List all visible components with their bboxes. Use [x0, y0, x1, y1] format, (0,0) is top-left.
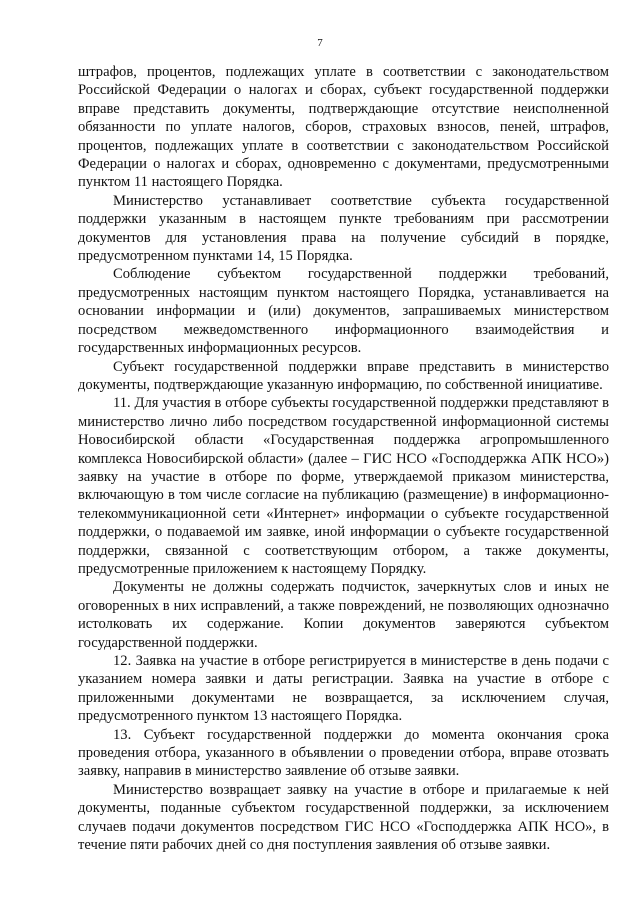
paragraph-own-initiative: Субъект государственной поддержки вправе представить в министерство документы, подтверждающие указанную информацию, по собственной инициативе.	[78, 358, 609, 393]
paragraph-ministry-verification: Министерство устанавливает соответствие субъекта государственной поддержки указанным в настоящем пункте требованиям при рассмотрении документов для установления права на получение субсидий в порядке, предусмотренном пунктами 14, 15 Порядка.	[78, 192, 609, 265]
paragraph-document-requirements: Документы не должны содержать подчисток, зачеркнутых слов и иных не оговоренных в них исправлений, а также повреждений, не позволяющих однозначно истолковать их содержание. Копии документов заверяются субъектом государственной поддержки.	[78, 579, 609, 651]
paragraph-clause-13: 13. Субъект государственной поддержки до момента окончания срока проведения отбора, указанного в объявлении о проведении отбора, вправе отозвать заявку, направив в министерство заявление об отзыве заявки.	[78, 726, 609, 780]
paragraph-clause-12: 12. Заявка на участие в отборе регистрируется в министерстве в день подачи с указанием номера заявки и даты регистрации. Заявка на участие в отборе с приложенными документами не возвращается, за исключением случая, предусмотренного пунктом 13 настоящего Порядка.	[78, 653, 609, 725]
paragraph-application-return: Министерство возвращает заявку на участие в отборе и прилагаемые к ней документы, поданные субъектом государственной поддержки, за исключением случаев подачи документов посредством ГИС НСО «Господдержка АПК НСО», в течение пяти рабочих дней со дня поступления заявления об отзыве заявки.	[78, 781, 609, 854]
paragraph-penalties-continuation: штрафов, процентов, подлежащих уплате в соответствии с законодательством Российской Федерации о налогах и сборах, субъект государственной поддержки вправе представить документы, подтверждающие отсутствие неисполненной обязанности по уплате налогов, сборов, страховых взносов, пеней, штрафов, процентов, подлежащих уплате в соответствии с законодательством Российской Федерации о налогах и сборах, одновременно с документами, предусмотренными пунктом 11 настоящего Порядка.	[78, 64, 609, 191]
page-number: 7	[317, 37, 323, 49]
document-body	[78, 63, 609, 854]
paragraph-clause-11: 11. Для участия в отборе субъекты государственной поддержки представляют в министерство лично либо посредством государственной информационной системы Новосибирской области «Государственная поддержка агропромышленного комплекса Новосибирской области» (далее – ГИС НСО «Господдержка АПК НСО») заявку на участие в отборе по форме, утверждаемой приказом министерства, включающую в том числе согласие на публикацию (размещение) в информационно-телекоммуникационной сети «Интернет» информации о субъекте государственной поддержки, о подаваемой им заявке, иной информации о субъекте государственной поддержки, связанной с соответствующим отбором, а также документы, предусмотренные приложением к настоящему Порядку.	[78, 395, 609, 577]
paragraph-compliance-requirements: Соблюдение субъектом государственной поддержки требований, предусмотренных настоящим пунктом настоящего Порядка, устанавливается на основании информации и (или) документов, запрашиваемых министерством посредством межведомственного информационного взаимодействия и государственных информационных ресурсов.	[78, 266, 609, 357]
